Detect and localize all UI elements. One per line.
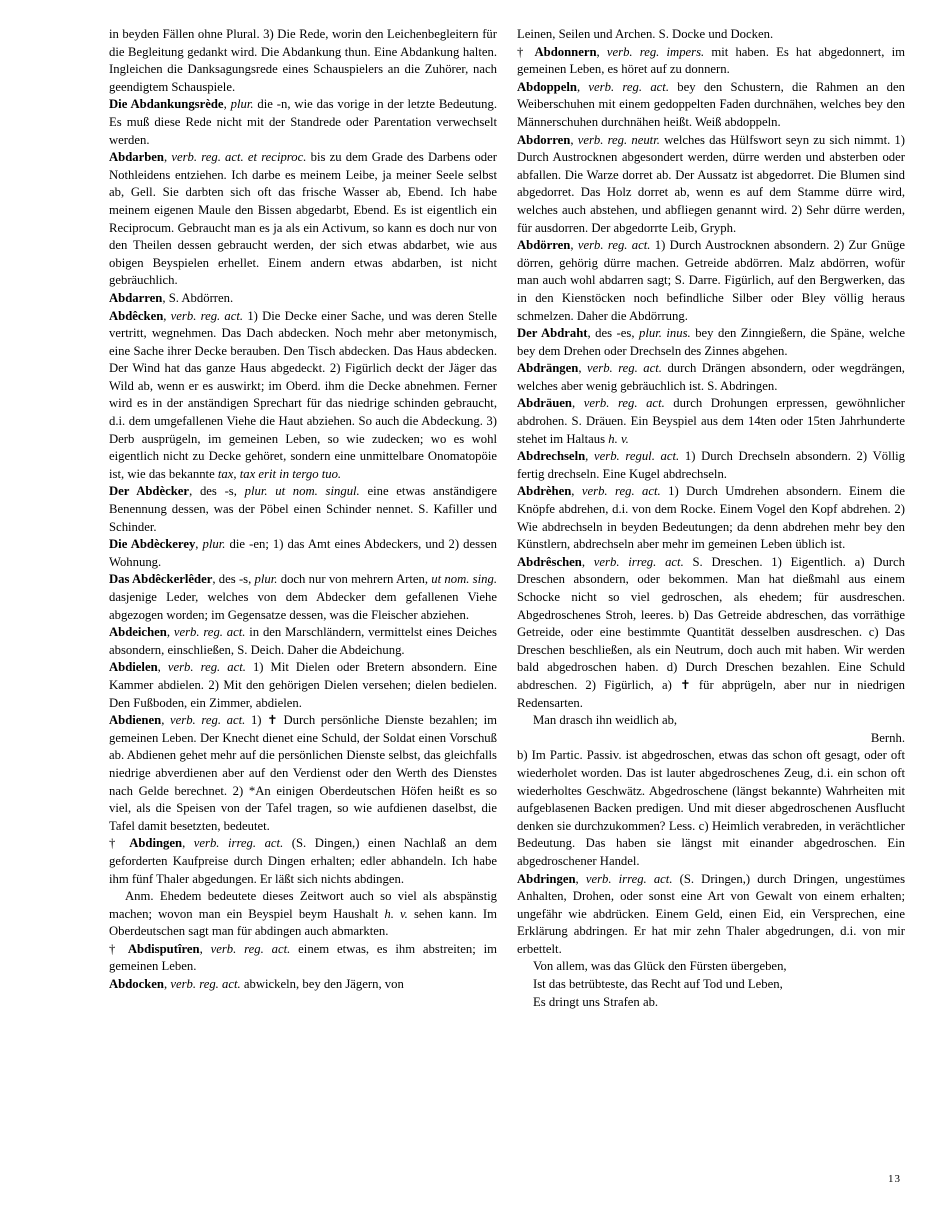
entry-headword: Das Abdêckerlêder <box>109 572 213 587</box>
dictionary-entry <box>517 871 905 959</box>
entry-headword: Abdrechseln <box>517 449 586 464</box>
entry-text: mit haben. Es hat abgedonnert, im gemeinen Leben, es höret auf zu donnern. <box>517 44 905 77</box>
entry-headword: Abdocken <box>109 977 164 992</box>
entry-text: , <box>572 396 584 411</box>
entry-text: Leinen, Seilen und Archen. S. Docke und Docken. <box>517 27 774 41</box>
dictionary-entry <box>109 712 497 835</box>
entry-text: eine etwas anständigere Benennung dessen, was der Pöbel einen Schinder nennet. S. Kafiller und Schinder. <box>109 484 497 534</box>
entry-text: die -en; 1) das Amt eines Abdeckers, und 2) dessen Wohnung. <box>109 537 497 569</box>
dictionary-entry <box>517 26 905 44</box>
grammar-note: verb. reg. neutr. <box>577 132 660 147</box>
entry-text: bey den Zinngießern, die Späne, welche bey dem Drehen oder Drechseln des Zinnes abgehen. <box>517 326 905 358</box>
grammar-note: verb. irreg. act. <box>593 554 684 569</box>
entry-text: , <box>576 79 589 94</box>
entry-text: dasjenige Leder, welches von dem Abdecker dem gefallenen Viehe abgezogen worden; im Gegensatze dessen, was die Fleischer abziehen. <box>109 590 497 622</box>
entry-text: † <box>517 44 535 59</box>
entry-text: (S. Dingen,) einen Nachlaß an dem geforderten Kaufpreise durch Dingen erhalten; edler abhandeln. Ich habe ihm fünf Thaler abgedungen. Er läßt sich nichts abdingen. <box>109 836 498 886</box>
grammar-note: verb. reg. act. <box>577 238 651 253</box>
dictionary-entry <box>109 888 497 941</box>
grammar-note: verb. irreg. act. <box>193 836 284 851</box>
dictionary-entry <box>109 149 497 290</box>
entry-text: b) Im Partic. Passiv. ist abgedroschen, etwas das schon oft gesagt, oder oft wiederholet worden. Das ist lauter abgedroschenes Zeug, d.i. ein schon oft wiederholtes Geschwätz. Abgedroschene (längst bekannte) Wahrheiten mit aufgeblasenen Backen predigen. Und mit dieser abgedroschenen Ausflucht denken sie durchzukommen? Less. c) Heimlich verabreden, in verächtlicher Bedeutung. Das haben sie längst mit einander abgedroschen. Ein abgedroschener Handel. <box>517 748 905 868</box>
grammar-note: plur. <box>254 572 278 587</box>
entry-headword: Abdrêschen <box>517 554 582 569</box>
entry-headword: Abdarren <box>109 290 163 305</box>
entry-text: , <box>195 537 203 552</box>
dictionary-entry <box>109 659 497 712</box>
entry-text: , <box>164 977 171 992</box>
entry-text: † <box>109 836 130 851</box>
grammar-note: plur. inus. <box>639 326 691 341</box>
entry-text: , des -s, <box>189 484 245 499</box>
right-column <box>517 26 905 1011</box>
entry-headword: Abdingen <box>129 836 183 851</box>
entry-headword: Abdienen <box>109 713 162 728</box>
entry-text: 1) Die Decke einer Sache, und was deren Stelle vertritt, wegnehmen. Das Dach abdecken. Noch mehr aber metonymisch, eine Sache ihrer Decke berauben. Den Tisch abdecken. Das Haus abdecken. Der Wind hat das ganze Haus abgedeckt. 2) Figürlich deckt der Jäger das Wild ab, wenn er es auswirkt; im Oberd. ihm die Decke abnehmen. Ferner wird es in der anständigen Sprechart für das niedrige schinden gebraucht, d.i. dem umgefallenen Viehe die Haut abziehen. So auch die Abdeckung. 3) Derb ausprügeln, im gemeinen Leben, so wie zudecken; wo es wohl eigentlich nicht zu Decke gehöret, sondern eine unmittelbare Onomatopöie ist, wie das bekannte <box>109 308 497 481</box>
dictionary-entry <box>517 448 905 483</box>
entry-text: Man drasch ihn weidlich ab, <box>533 713 678 728</box>
entry-text: , <box>157 660 168 675</box>
entry-text: abwickeln, bey den Jägern, von <box>240 977 404 992</box>
entry-text: sehen kann. Im Oberdeutschen sagt man für abdingen auch abmarkten. <box>109 906 497 939</box>
dictionary-entry <box>109 483 497 536</box>
entry-headword: Abdorren <box>517 132 571 147</box>
grammar-note: verb. reg. impers. <box>606 44 705 59</box>
entry-text: , <box>571 484 582 499</box>
entry-text: 1) Durch Umdrehen absondern. Einem die Knöpfe abdrehen, d.i. von dem Rocke. Einem Vogel den Kopf abdrehen. 2) Wie abdrechseln in beyden Bedeutungen; da denn abdrehen mehr bey den Künstlern, abdrechseln aber mehr im gemeinen Leben üblich ist. <box>517 484 905 552</box>
entry-headword: Der Abdraht <box>517 326 588 341</box>
dictionary-entry <box>109 536 497 571</box>
entry-text: in den Marschländern, vermittelst eines Deiches absondern, einschließen, S. Deich. Daher die Abdeichung. <box>109 625 497 657</box>
entry-text: in beyden Fällen ohne Plural. 3) Die Rede, worin den Leichenbegleitern für die Begleitung gedankt wird. Die Abdankung thun. Eine Abdankung halten. Ingleichen die Danksagungsrede eines Schauspielers an die Zuhörer, nach geendigtem Schauspiele. <box>109 27 497 94</box>
grammar-note: verb. regul. act. <box>594 449 680 464</box>
dictionary-entry <box>517 79 905 132</box>
entry-headword: Die Abdankungsrède <box>109 97 224 112</box>
grammar-note: verb. reg. act. <box>581 484 661 499</box>
entry-text: , des -es, <box>587 326 639 341</box>
dictionary-entry <box>109 835 497 888</box>
entry-headword: Abdrèhen <box>517 484 572 499</box>
entry-text: , <box>161 713 171 728</box>
entry-headword: Abdarben <box>109 150 164 165</box>
grammar-note: h. v. <box>608 431 629 446</box>
grammar-note: plur. <box>202 537 226 552</box>
grammar-note: tax, tax erit in tergo tuo. <box>217 466 342 481</box>
verse-line <box>517 976 905 994</box>
dictionary-entry <box>517 325 905 360</box>
entry-text: , <box>223 97 231 112</box>
grammar-note: plur. <box>230 97 254 112</box>
entry-text: , <box>596 44 607 59</box>
entry-headword: Abdrängen <box>517 361 579 376</box>
entry-headword: Abdringen <box>517 871 576 886</box>
entry-text: durch Drängen absondern, oder wegdrängen, welches aber wenig gebräuchlich ist. S. Abdringen. <box>517 361 905 393</box>
entry-text: welches das Hülfswort seyn zu sich nimmt. 1) Durch Austrocknen abgesondert werden, dürre werden und absterben oder abfallen. Die Warze dorret ab. Der Aussatz ist abgedorret. Die Blumen sind abgedorret. Das Holz dorret ab, wenn es auf dem Stamme dürre wird, welches auch abstehen, und abfliegen genannt wird. 2) Sehr dürre werden, für ausdorren. Der abgedorrte Leib, Gryph. <box>517 132 906 235</box>
dictionary-entry <box>109 624 497 659</box>
entry-text: , <box>570 132 578 147</box>
entry-headword: Abdonnern <box>534 44 597 59</box>
entry-text: einem etwas, es ihm abstreiten; im gemeinen Leben. <box>109 941 498 974</box>
dictionary-entry <box>517 483 905 553</box>
entry-headword: Abdêcken <box>109 308 164 323</box>
entry-text: , <box>199 941 211 956</box>
entry-text: bis zu dem Grade des Darbens oder Nothleidens entziehen. Ich darbe es meinem Leibe, ja meiner Seele selbst ab, Gell. Sie darbten sich oft das frische Wasser ab, Ebend. Ich habe meinem eigenen Maule den Bissen abgedarbt, Ebend. Es ist eigentlich ein Reciprocum. Gebraucht man es ja als ein Activum, so kann es doch nur von den Theilen dessen gebraucht werden, der sich etwas abdarbet, wie aus obigen Beyspielen erhellet. Einem andern etwas abdarben, ist nicht gebräuchlich. <box>109 150 498 288</box>
dictionary-entry <box>517 237 905 325</box>
quote-attribution <box>517 730 905 748</box>
entry-headword: Abdoppeln <box>517 79 577 94</box>
entry-headword: Der Abdècker <box>109 484 190 499</box>
verse-line <box>517 712 905 730</box>
entry-text: † <box>109 941 128 956</box>
entry-text: Anm. Ehedem bedeutete dieses Zeitwort auch so viel als abspänstig machen; wovon man ein Beyspiel beym Haushalt <box>109 889 497 921</box>
verse-line <box>517 958 905 976</box>
left-column <box>109 26 497 994</box>
entry-text: , <box>575 871 586 886</box>
entry-text: , <box>581 554 594 569</box>
entry-text: 1) ✝ Durch persönliche Dienste bezahlen; im gemeinen Leben. Der Knecht dienet eine Schuld, der Soldat einen Vorschuß ab. Abdienen gehet mehr auf die persönlichen Dienste selbst, das gleichfalls niedrige abverdienen aber auf den Verdienst oder den Werth des Dienstes nach Gelde berechnet. 2) *An einigen Oberdeutschen Höfen heißt es so viel, als die Speisen von der Tafel tragen, so wie aufdienen daselbst, die Tafel damit besetzten, bedeutet. <box>109 713 497 833</box>
grammar-note: verb. reg. act. <box>167 660 246 675</box>
entry-text: Es dringt uns Strafen ab. <box>533 994 659 1009</box>
entry-text: Bernh. <box>870 730 905 745</box>
entry-text: doch nur von mehrern Arten, <box>277 572 432 587</box>
grammar-note: verb. reg. act. et reciproc. <box>171 150 307 165</box>
dictionary-entry <box>109 941 497 976</box>
entry-text: , <box>585 449 594 464</box>
dictionary-entry <box>517 395 905 448</box>
entry-text: die -n, wie das vorige in der letzte Bedeutung. Es muß diese Rede nicht mit der Standrede oder Parentation verwechselt werden. <box>109 97 497 147</box>
entry-headword: Abdräuen <box>517 396 572 411</box>
entry-text: , des -s, <box>212 572 255 587</box>
entry-text: bey den Schustern, die Rahmen an den Weiberschuhen mit einem gedoppelten Faden durchnähen, welches bey den Männerschuhen durchnähen heißt. Weiß abdoppeln. <box>517 79 905 129</box>
entry-headword: Abdeichen <box>109 625 167 640</box>
entry-text: , <box>166 625 174 640</box>
grammar-note: verb. reg. act. <box>170 713 246 728</box>
entry-text: 1) Mit Dielen oder Bretern absondern. Eine Kammer abdielen. 2) Mit den gehörigen Dielen versehen; dielen bedielen. Den Fußboden, ein Zimmer, abdielen. <box>109 660 497 710</box>
entry-headword: Abdörren <box>517 238 571 253</box>
verse-line <box>517 994 905 1012</box>
grammar-note: verb. irreg. act. <box>585 871 673 886</box>
entry-text: S. Dreschen. 1) Eigentlich. a) Durch Dreschen absondern, oder bekommen. Man hat dießmahl aus einem Schocke nicht so viel gedroschen, als ehedem; für ausdreschen. Abgedroschenes Stroh, leeres. b) Das Getreide abdreschen, das vorräthige Getreide, oder eine bestimmte Quantität desselben ausdreschen. c) Das Dreschen beschließen, als ein Neutrum, doch auch mit haben. Wir werden bald abgedroschen haben. d) Durch Dreschen bezahlen. Eine Schuld abdreschen. 2) Figürlich, a) ✝ für abprügeln, aber nur in niedrigen Redensarten. <box>517 554 905 710</box>
dictionary-entry <box>517 360 905 395</box>
entry-text: , <box>570 238 578 253</box>
dictionary-entry <box>517 44 905 79</box>
dictionary-entry <box>109 308 497 484</box>
dictionary-entry <box>517 132 905 238</box>
entry-text: durch Drohungen erpressen, gewöhnlicher abdrohen. S. Dräuen. Ein Beyspiel aus dem 14ten oder 15ten Jahrhunderte stehet im Haltaus <box>517 396 905 446</box>
entry-text: , <box>578 361 587 376</box>
dictionary-entry <box>109 571 497 624</box>
entry-text: , <box>182 836 194 851</box>
entry-text: 1) Durch Austrocknen absondern. 2) Zur Gnüge dörren, gehörig dürre machen. Getreide abdörren. Malz abdörren, wofür man auch wohl abdarren sagt; S. Darre. Figürlich, auf den Bergwerken, das in den Kienstöcken noch befindliche Silber oder Bley völlig heraus schmelzen. Daher die Abdörrung. <box>517 238 905 323</box>
entry-text: , S. Abdörren. <box>162 290 234 305</box>
grammar-note: h. v. <box>384 906 408 921</box>
entry-text: Ist das betrübteste, das Recht auf Tod und Leben, <box>533 977 783 992</box>
dictionary-entry <box>517 747 905 870</box>
grammar-note: verb. reg. act. <box>210 941 291 956</box>
entry-headword: Abdielen <box>109 660 158 675</box>
entry-text: Von allem, was das Glück den Fürsten übergeben, <box>533 959 787 974</box>
dictionary-entry <box>109 26 497 96</box>
grammar-note: verb. reg. act. <box>587 361 662 376</box>
entry-text: (S. Dringen,) durch Dringen, ungestümes Anhalten, Drohen, oder sonst eine Art von Gewalt von einem erhalten; ungefähr wie abdrücken. Einem Geld, einen Eid, ein Versprechen, eine Erklärung abdringen. Er hat mir zehn Thaler abgedrungen, d.i. von mir erbettelt. <box>517 871 906 956</box>
entry-headword: Abdisputîren <box>127 941 200 956</box>
page-number: 13 <box>888 1173 901 1185</box>
entry-text: , <box>163 308 171 323</box>
grammar-note: verb. reg. act. <box>170 308 244 323</box>
dictionary-entry <box>517 554 905 712</box>
entry-text: , <box>164 150 172 165</box>
grammar-note: ut nom. sing. <box>431 572 497 587</box>
grammar-note: plur. ut nom. singul. <box>244 484 360 499</box>
dictionary-entry <box>109 96 497 149</box>
grammar-note: verb. reg. act. <box>583 396 665 411</box>
entry-headword: Die Abdèckerey <box>109 537 196 552</box>
dictionary-entry <box>109 290 497 308</box>
grammar-note: verb. reg. act. <box>170 977 241 992</box>
entry-text: 1) Durch Drechseln absondern. 2) Völlig fertig drechseln. Eine Kugel abdrechseln. <box>517 449 905 481</box>
grammar-note: verb. reg. act. <box>588 79 670 94</box>
grammar-note: verb. reg. act. <box>173 625 246 640</box>
dictionary-entry <box>109 976 497 994</box>
